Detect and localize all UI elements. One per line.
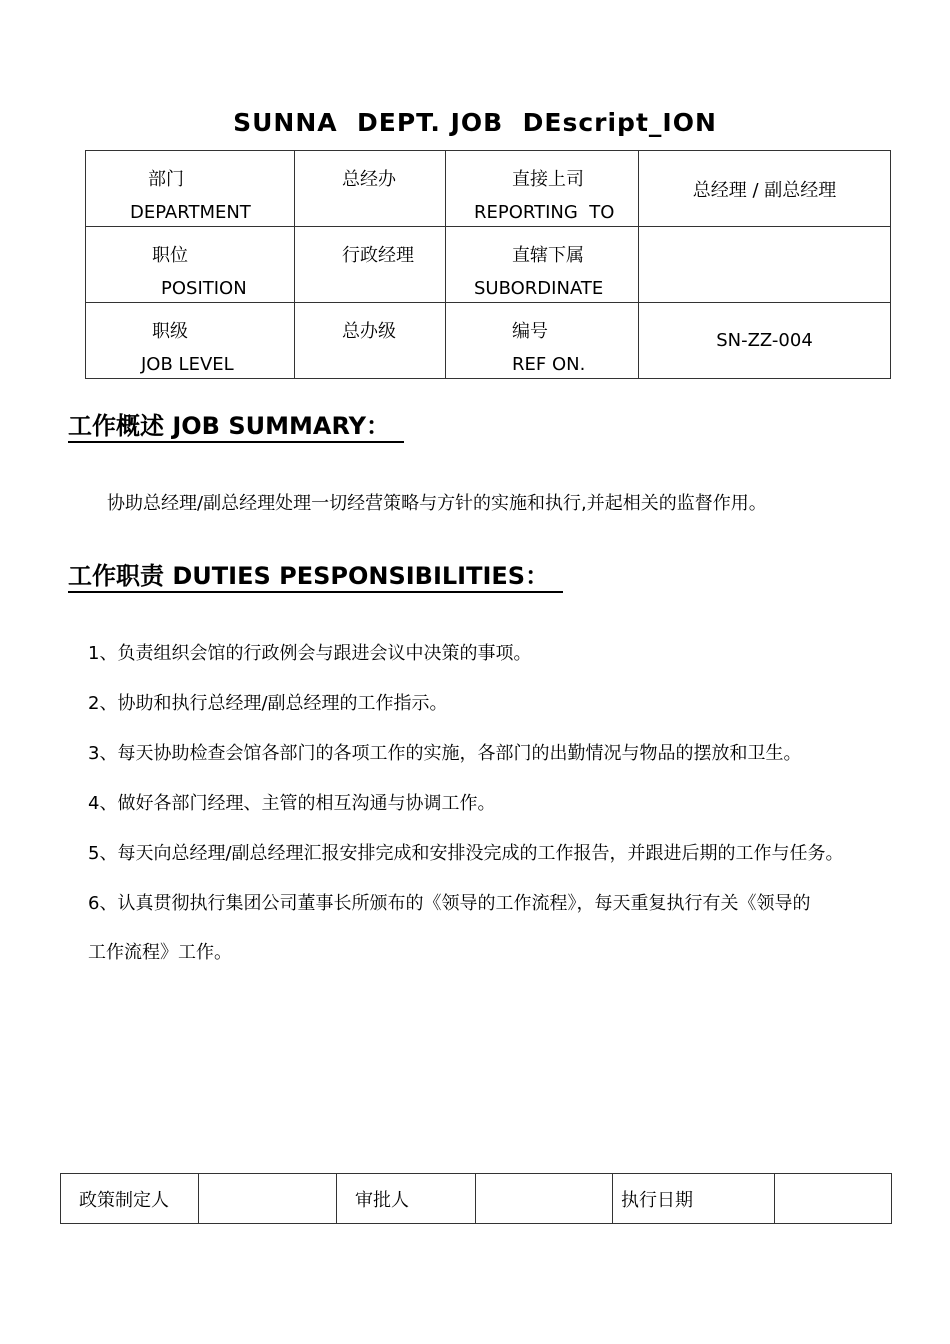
policy-maker-value xyxy=(199,1174,337,1224)
department-label-cn: 部门 xyxy=(148,169,184,190)
table-row xyxy=(86,303,891,379)
ref-label-en: REF ON. xyxy=(512,354,586,375)
table-row xyxy=(86,151,891,227)
table-row xyxy=(86,227,891,303)
position-label-en: POSITION xyxy=(161,278,247,299)
exec-date-value xyxy=(775,1174,892,1224)
table-row xyxy=(61,1174,892,1224)
job-level-label-cn: 职级 xyxy=(152,321,188,342)
job-info-table xyxy=(85,150,891,379)
duty-item: 4、做好各部门经理、主管的相互沟通与协调工作。 xyxy=(88,793,496,814)
signoff-table xyxy=(60,1173,892,1224)
reporting-label-en: REPORTING TO xyxy=(474,202,615,223)
duty-item: 1、负责组织会馆的行政例会与跟进会议中决策的事项。 xyxy=(88,643,532,664)
reporting-label-cn: 直接上司 xyxy=(512,169,584,190)
subordinate-label-cell xyxy=(446,227,639,303)
duty-item: 3、每天协助检查会馆各部门的各项工作的实施，各部门的出勤情况与物品的摆放和卫生。 xyxy=(88,743,802,764)
job-level-value: 总办级 xyxy=(342,321,396,342)
department-value-cell xyxy=(295,151,446,227)
duty-item: 工作流程》工作。 xyxy=(88,942,232,963)
department-label-en: DEPARTMENT xyxy=(130,202,251,223)
ref-value-cell xyxy=(639,303,891,379)
subordinate-label-en: SUBORDINATE xyxy=(474,278,604,299)
document-title: SUNNA DEPT. JOB DEscript_ION xyxy=(233,108,717,137)
ref-value: SN-ZZ-004 xyxy=(716,330,813,351)
department-label-cell xyxy=(86,151,295,227)
job-level-label-cell xyxy=(86,303,295,379)
subordinate-label-cn: 直辖下属 xyxy=(512,245,584,266)
position-value-cell xyxy=(295,227,446,303)
reporting-label-cell xyxy=(446,151,639,227)
position-label-cell xyxy=(86,227,295,303)
ref-label-cn: 编号 xyxy=(512,321,548,342)
approver-value xyxy=(476,1174,613,1224)
job-summary-text: 协助总经理/副总经理处理一切经营策略与方针的实施和执行,并起相关的监督作用。 xyxy=(107,493,767,514)
department-value: 总经办 xyxy=(342,169,396,190)
approver-label: 审批人 xyxy=(337,1174,476,1224)
ref-label-cell xyxy=(446,303,639,379)
duties-heading: 工作职责 DUTIES PESPONSIBILITIES： xyxy=(68,561,563,593)
duty-item: 2、协助和执行总经理/副总经理的工作指示。 xyxy=(88,693,448,714)
reporting-value: 总经理 / 副总经理 xyxy=(692,179,837,201)
duty-item: 6、认真贯彻执行集团公司董事长所颁布的《领导的工作流程》，每天重复执行有关《领导的 xyxy=(88,893,811,914)
duty-item: 5、每天向总经理/副总经理汇报安排完成和安排没完成的工作报告，并跟进后期的工作与任务。 xyxy=(88,843,844,864)
job-level-label-en: JOB LEVEL xyxy=(141,354,234,375)
position-label-cn: 职位 xyxy=(152,245,188,266)
position-value: 行政经理 xyxy=(342,245,414,266)
job-summary-heading: 工作概述 JOB SUMMARY： xyxy=(68,411,404,443)
policy-maker-label: 政策制定人 xyxy=(61,1174,199,1224)
subordinate-value-cell xyxy=(639,227,891,303)
reporting-value-cell xyxy=(639,151,891,227)
job-level-value-cell xyxy=(295,303,446,379)
exec-date-label: 执行日期 xyxy=(613,1174,775,1224)
